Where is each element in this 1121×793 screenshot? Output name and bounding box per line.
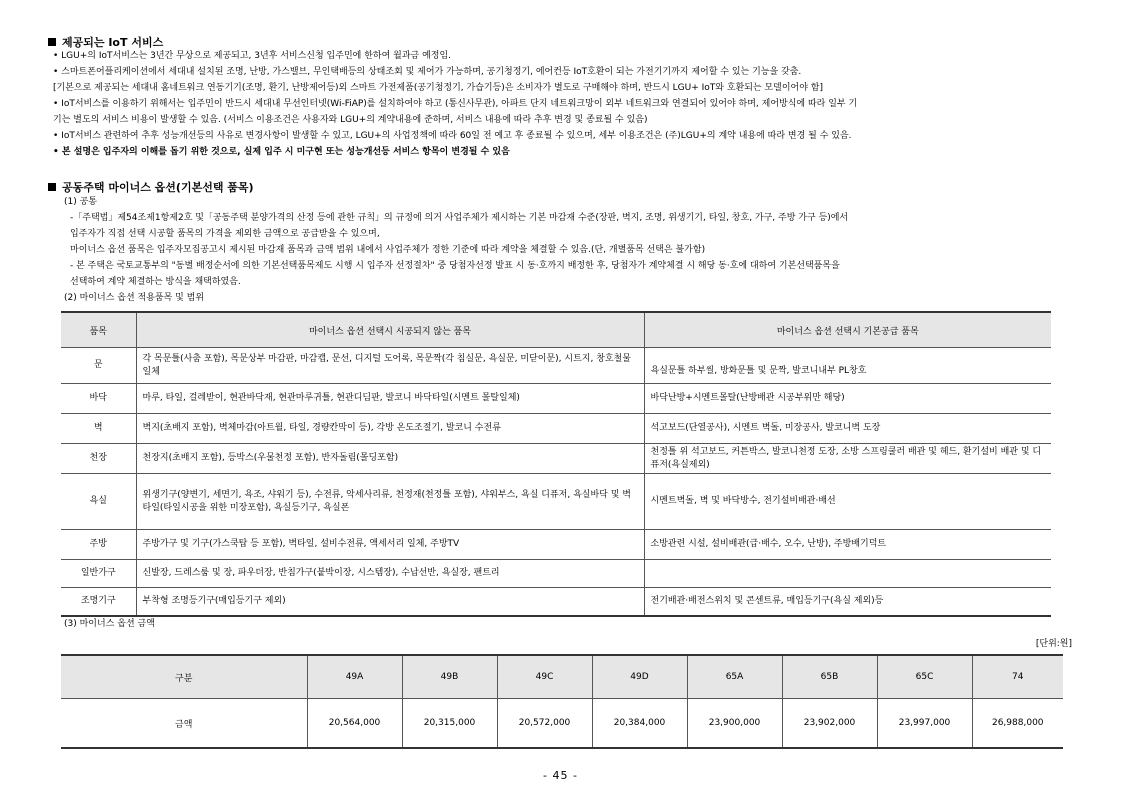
- minus-line-1: -「주택법」제54조제1항제2호 및「공동주택 분양가격의 산정 등에 관한 규칙」의 규정에 의거 사업주체가 제시하는 기본 마감재 수준(장판, 벽지, 조명, 위생기기, 타일, 창호, 가구, 주방 가구 등)에서: [70, 213, 849, 223]
- row-not-installed: 천장지(초배지 포함), 등박스(우물천정 포함), 반자돌림(몰딩포함): [136, 444, 644, 474]
- type-49d: 49D: [592, 655, 687, 699]
- row-category: 바닥: [61, 384, 136, 414]
- table-row: [61, 444, 1051, 474]
- price-row-label: 금액: [61, 699, 307, 749]
- table-row: [61, 384, 1051, 414]
- row-category: 욕실: [61, 474, 136, 530]
- amount-49c: 20,572,000: [497, 699, 592, 749]
- row-category: 조명기구: [61, 588, 136, 616]
- amount-65c: 23,997,000: [877, 699, 972, 749]
- minus-sub-common: (1) 공통: [64, 197, 97, 207]
- minus-section-title: 공동주택 마이너스 옵션(기본선택 품목): [48, 179, 254, 195]
- amount-49b: 20,315,000: [402, 699, 497, 749]
- price-header-row: [61, 655, 1063, 699]
- row-category: 문: [61, 348, 136, 384]
- table-row: [61, 560, 1051, 588]
- amount-74: 26,988,000: [972, 699, 1063, 749]
- row-category: 천장: [61, 444, 136, 474]
- row-not-installed: 위생기구(양변기, 세면기, 욕조, 샤워기 등), 수전류, 악세사리류, 천정재(천정틀 포함), 샤워부스, 욕실 디퓨저, 욕실바닥 및 벽타일(타일시공을 위한 미장포함), 욕실등기구, 욕실폰: [136, 474, 644, 530]
- square-bullet-icon: [48, 183, 56, 191]
- row-basic: 바닥난방+시멘트몰탈(난방배관 시공부위만 해당): [644, 384, 1051, 414]
- row-not-installed: 부착형 조명등기구(매입등기구 제외): [136, 588, 644, 616]
- iot-line-7: • 본 설명은 입주자의 이해를 돕기 위한 것으로, 실제 입주 시 미구현 또는 성능개선등 서비스 항목이 변경될 수 있음: [53, 147, 510, 157]
- minus-sub-scope: (2) 마이너스 옵션 적용품목 및 범위: [64, 293, 205, 303]
- row-not-installed: 각 목문틀(사춤 포함), 목문상부 마감판, 마감캡, 문선, 디지털 도어록, 목문짝(각 침실문, 욕실문, 미닫이문), 시트지, 창호철물일체: [136, 348, 644, 384]
- type-65b: 65B: [782, 655, 877, 699]
- table-row: [61, 474, 1051, 530]
- row-not-installed: 마루, 타일, 걸레받이, 현관바닥재, 현관마루귀틀, 현관디딤판, 발코니 바닥타일(시멘트 몰탈일체): [136, 384, 644, 414]
- iot-line-1: • LGU+의 IoT서비스는 3년간 무상으로 제공되고, 3년후 서비스신청 입주민에 한하여 월과금 예정임.: [53, 51, 452, 61]
- minus-sub-amount: (3) 마이너스 옵션 금액: [64, 619, 155, 629]
- iot-line-6: • IoT서비스 관련하여 추후 성능개선등의 사유로 변경사항이 발생할 수 있고, LGU+의 사업정책에 따라 60일 전 예고 후 종료될 수 있으며, 세부 이용조건은 (주)LGU+의 계약 내용에 따라 변경 될 수 있음.: [53, 131, 852, 141]
- iot-line-4: • IoT서비스를 이용하기 위해서는 입주민이 반드시 세대내 무선인터넷(Wi-FiAP)를 설치하여야 하고 (통신사무관), 아파트 단지 네트워크망이 외부 네트워크와 연결되어 있어야 하며, 제어방식에 따라 일부 기: [53, 99, 858, 109]
- row-basic: 소방관련 시설, 설비배관(급·배수, 오수, 난방), 주방배기덕트: [644, 530, 1051, 560]
- amount-49d: 20,384,000: [592, 699, 687, 749]
- row-not-installed: 신발장, 드레스룸 및 장, 파우더장, 반침가구(붙박이장, 시스템장), 수납선반, 욕실장, 팬트리: [136, 560, 644, 588]
- row-not-installed: 주방가구 및 기구(가스쿡탑 등 포함), 벽타일, 설비수전류, 액세서리 일체, 주방TV: [136, 530, 644, 560]
- amount-65a: 23,900,000: [687, 699, 782, 749]
- row-category: 주방: [61, 530, 136, 560]
- type-74: 74: [972, 655, 1063, 699]
- header-basic-supply: 마이너스 옵션 선택시 기본공급 품목: [644, 312, 1051, 348]
- row-basic: 시멘트벽돌, 벽 및 바닥방수, 전기설비배관·배선: [644, 474, 1051, 530]
- row-basic: 천정틀 위 석고보드, 커튼박스, 발코니천정 도장, 소방 스프링쿨러 배관 및 헤드, 환기설비 배관 및 디퓨저(욕실제외): [644, 444, 1051, 474]
- table-row: [61, 414, 1051, 444]
- square-bullet-icon: [48, 38, 56, 46]
- row-not-installed: 벽지(초배지 포함), 벽체마감(아트월, 타일, 경량칸막이 등), 각방 온도조절기, 발코니 수전류: [136, 414, 644, 444]
- row-basic: [644, 560, 1051, 588]
- type-49b: 49B: [402, 655, 497, 699]
- table-row: [61, 588, 1051, 616]
- iot-line-5: 기는 별도의 서비스 비용이 발생할 수 있음. (서비스 이용조건은 사용자와 LGU+의 계약내용에 준하며, 서비스 내용에 따라 추후 변경 및 종료될 수 있음): [53, 115, 648, 125]
- minus-line-5: 선택하여 계약 체결하는 방식을 채택하였음.: [70, 277, 241, 287]
- minus-option-price-table: [61, 654, 1063, 749]
- price-header-label: 구분: [61, 655, 307, 699]
- iot-section-title: 제공되는 IoT 서비스: [48, 34, 163, 50]
- minus-line-3: 마이너스 옵션 품목은 입주자모집공고시 제시된 마감재 품목과 금액 범위 내에서 사업주체가 정한 기준에 따라 계약을 체결할 수 있음.(단, 개별품목 선택은 불가함): [70, 245, 706, 255]
- type-65a: 65A: [687, 655, 782, 699]
- row-category: 벽: [61, 414, 136, 444]
- unit-label: [단위:원]: [1035, 639, 1072, 649]
- row-category: 일반가구: [61, 560, 136, 588]
- price-row: [61, 699, 1063, 749]
- table-row: [61, 530, 1051, 560]
- header-not-installed: 마이너스 옵션 선택시 시공되지 않는 품목: [136, 312, 644, 348]
- minus-option-scope-table: [61, 311, 1051, 617]
- type-65c: 65C: [877, 655, 972, 699]
- table-row: [61, 348, 1051, 384]
- iot-line-3: [기본으로 제공되는 세대내 홈네트워크 연동기기(조명, 환기, 난방제어등)외 스마트 가전제품(공기청정기, 가습기등)은 소비자가 별도로 구매해야 하며, 반드시 LGU+ IoT와 호환되는 모델이어야 함]: [53, 83, 824, 93]
- minus-line-2: 입주자가 직접 선택 시공할 품목의 가격을 제외한 금액으로 공급받을 수 있으며,: [70, 229, 380, 239]
- minus-line-4: - 본 주택은 국토교통부의 "동별 배정순서에 의한 기본선택품목제도 시행 시 입주자 선정절차" 중 당첨자선정 발표 시 동·호까지 배정한 후, 당첨자가 계약체결 시 해당 동·호에 대하여 기본선택품목을: [70, 261, 840, 271]
- page-number: - 45 -: [543, 769, 578, 782]
- iot-line-2: • 스마트폰어플리케이션에서 세대내 설치된 조명, 난방, 가스밸브, 무인택배등의 상태조회 및 제어가 가능하며, 공기청정기, 에어컨등 IoT호환이 되는 가전기기까지 제어할 수 있는 기능을 갖춤.: [53, 67, 802, 77]
- amount-65b: 23,902,000: [782, 699, 877, 749]
- amount-49a: 20,564,000: [307, 699, 402, 749]
- row-basic: 전기배관·배전스위치 및 콘센트류, 매입등기구(욕실 제외)등: [644, 588, 1051, 616]
- type-49c: 49C: [497, 655, 592, 699]
- header-item: 품목: [61, 312, 136, 348]
- table-header-row: [61, 312, 1051, 348]
- row-basic: 석고보드(단열공사), 시멘트 벽돌, 미장공사, 발코니벽 도장: [644, 414, 1051, 444]
- type-49a: 49A: [307, 655, 402, 699]
- row-basic: 욕실문틀 하부씰, 방화문틀 및 문짝, 발코니내부 PL창호: [644, 348, 1051, 384]
